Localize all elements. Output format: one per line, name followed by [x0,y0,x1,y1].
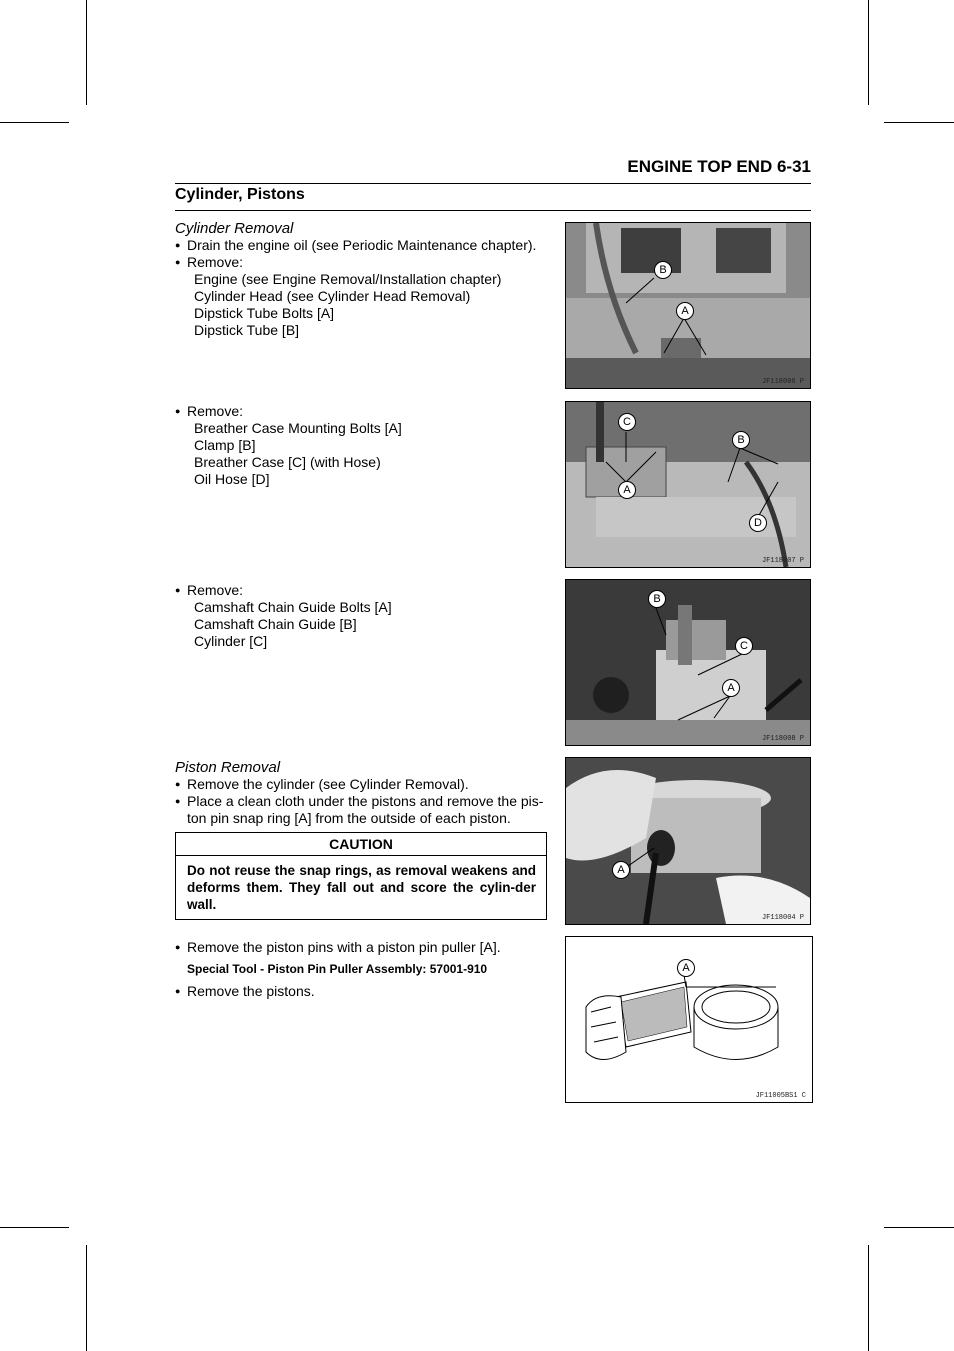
remove-item: Clamp [B] [194,437,256,453]
remove-item: Breather Case Mounting Bolts [A] [194,420,402,436]
bullet-line: ton pin snap ring [A] from the outside of each piston. [187,810,511,826]
section-title: Cylinder, Pistons [175,186,305,203]
figure-code: JF118004 P [761,914,804,922]
crop-mark [868,1245,869,1351]
crop-mark [868,0,869,105]
drawing-piston-pin-puller [565,936,813,1103]
remove-item: Dipstick Tube Bolts [A] [194,305,335,321]
figure-code: JF118006 P [761,378,804,386]
header-rule [175,183,811,184]
bullet-line: Place a clean cloth under the pistons and remove the pis- [187,793,544,809]
crop-mark [0,1227,69,1228]
callout-label: A [676,302,694,320]
callout-label: A [612,861,630,879]
bullet-remove-pistons: ● Remove the pistons. [175,983,555,1000]
callout-label: B [648,590,666,608]
bullet-remove: ● Remove: [175,582,555,599]
remove-item: Engine (see Engine Removal/Installation chapter) [194,271,502,287]
piston-pin-block [175,939,555,1000]
figure-code: JF11005BS1 C [755,1092,806,1100]
figure-code: JF118007 P [761,557,804,565]
callout-label: B [732,431,750,449]
special-tool-note: Special Tool - Piston Pin Puller Assembly: 57001-910 [187,962,488,976]
remove-item: Oil Hose [D] [194,471,270,487]
page-header-title: ENGINE TOP END 6-31 [627,157,811,176]
crop-mark [0,122,69,123]
callout-label: A [677,959,695,977]
callout-label: C [618,413,636,431]
callout-label: C [735,637,753,655]
subheading-piston-removal: Piston Removal [175,759,281,776]
callout-label: A [722,679,740,697]
crop-mark [86,0,87,105]
crop-mark [884,122,954,123]
photo-dipstick-tube [565,222,811,389]
bullet-remove: ● Remove: [175,254,555,271]
breather-step-block [175,403,555,488]
remove-item: Dipstick Tube [B] [194,322,300,338]
caution-body: Do not reuse the snap rings, as removal weakens and deforms them. They fall out and score the cylin-der wall. [187,863,536,912]
piston-removal-block [175,759,555,827]
callout-label: B [654,261,672,279]
photo-camshaft-chain-guide [565,579,811,746]
photo-breather-case [565,401,811,568]
callout-label: D [749,514,767,532]
bullet-remove-cylinder: ● Remove the cylinder (see Cylinder Removal). [175,776,555,793]
bullet-drain-oil: ● Drain the engine oil (see Periodic Maintenance chapter). [175,237,555,254]
remove-item: Cylinder Head (see Cylinder Head Removal) [194,288,471,304]
remove-item: Breather Case [C] (with Hose) [194,454,381,470]
subheading-cylinder-removal: Cylinder Removal [175,220,294,237]
remove-item: Camshaft Chain Guide [B] [194,616,357,632]
crop-mark [86,1245,87,1351]
figure-code: JF118008 P [761,735,804,743]
photo-piston-snap-ring [565,757,811,925]
callout-label: A [618,481,636,499]
remove-item: Camshaft Chain Guide Bolts [A] [194,599,392,615]
bullet-remove: ● Remove: [175,403,555,420]
cylinder-removal-block [175,220,555,339]
section-rule [175,210,811,211]
bullet-remove-pins: ● Remove the piston pins with a piston pin puller [A]. [175,939,555,956]
bullet-place-cloth [175,793,555,827]
camshaft-step-block [175,582,555,650]
caution-box [175,832,547,920]
crop-mark [884,1227,954,1228]
remove-item: Cylinder [C] [194,633,268,649]
caution-title: CAUTION [176,833,546,856]
